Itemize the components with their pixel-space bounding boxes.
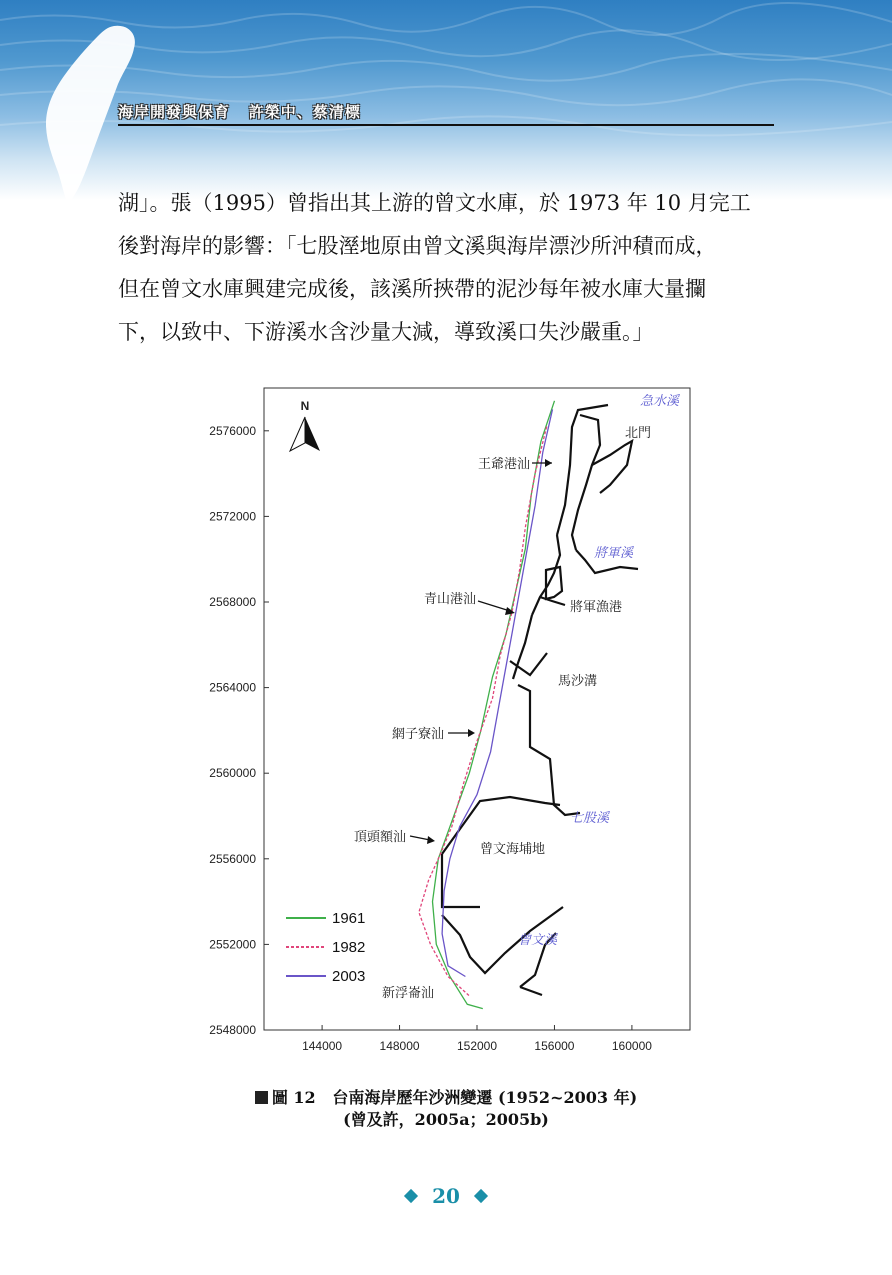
y-tick-label: 2576000 — [209, 423, 256, 438]
y-tick-label: 2552000 — [209, 937, 256, 952]
body-line-3: 但在曾文水庫興建完成後，該溪所挾帶的泥沙每年被水庫大量攔 — [118, 277, 706, 301]
x-tick-label: 144000 — [302, 1039, 343, 1053]
header-banner — [0, 0, 892, 200]
label-jiangjun-port: 將軍漁港 — [570, 600, 623, 615]
label-jiangjun-river: 將軍溪 — [594, 546, 634, 561]
y-tick-label: 2556000 — [209, 851, 256, 866]
label-wangye: 王爺港汕 — [477, 457, 530, 472]
label-qigu: 七股溪 — [570, 811, 610, 826]
caption-label: 圖 12 — [271, 1088, 316, 1107]
north-label: N — [300, 399, 310, 413]
legend-label-2003: 2003 — [332, 968, 366, 985]
x-tick-label: 160000 — [611, 1039, 652, 1053]
body-paragraph — [118, 182, 778, 354]
legend-label-1961: 1961 — [332, 910, 366, 927]
label-qingshan: 青山港汕 — [423, 592, 476, 607]
caption-source: (曾及許，2005a；2005b) — [343, 1110, 549, 1129]
header-authors: 許榮中、蔡清標 — [248, 103, 361, 121]
page-footer — [0, 1184, 892, 1208]
caption-line-1 — [0, 1087, 892, 1109]
body-line-1: 湖」。張（1995）曾指出其上游的曾文水庫，於 1973 年 10 月完工 — [118, 191, 751, 215]
plot-frame — [264, 388, 690, 1030]
label-mashagou: 馬沙溝 — [558, 674, 598, 689]
diamond-right-icon — [474, 1189, 488, 1203]
header-rule — [118, 124, 774, 126]
y-tick-label: 2568000 — [209, 595, 256, 609]
label-xinfu: 新浮崙汕 — [382, 986, 435, 1001]
header-book-title: 海岸開發與保育 — [118, 103, 231, 121]
legend-label-1982: 1982 — [332, 939, 366, 956]
figure-marker-icon — [255, 1091, 268, 1104]
label-dingtou: 頂頭額汕 — [353, 830, 406, 845]
caption-title: 台南海岸歷年沙洲變遷 (1952~2003 年) — [332, 1088, 638, 1107]
x-tick-label: 152000 — [456, 1039, 498, 1053]
running-header — [118, 101, 361, 122]
y-tick-label: 2572000 — [209, 509, 256, 524]
label-jishui: 急水溪 — [640, 394, 680, 409]
body-line-4: 下，以致中、下游溪水含沙量大減，導致溪口失沙嚴重。」 — [118, 320, 654, 344]
figure-caption — [0, 1087, 892, 1131]
diamond-left-icon — [404, 1189, 418, 1203]
y-tick-label: 2560000 — [209, 766, 256, 781]
y-tick-label: 2548000 — [209, 1023, 256, 1037]
x-tick-label: 148000 — [379, 1039, 420, 1053]
y-tick-label: 2564000 — [209, 680, 256, 695]
label-zengwen-land: 曾文海埔地 — [480, 842, 546, 857]
body-line-2: 後對海岸的影響：「七股溼地原由曾文溪與海岸漂沙所沖積而成， — [118, 234, 717, 258]
label-wangzi: 網子寮汕 — [391, 727, 444, 742]
page-number: 20 — [432, 1184, 460, 1208]
label-beimen: 北門 — [625, 426, 652, 441]
sandbar-map-figure — [180, 385, 700, 1065]
y-axis — [209, 424, 269, 1037]
x-tick-label: 156000 — [534, 1039, 575, 1053]
label-zengwen-river: 曾文溪 — [518, 933, 558, 948]
